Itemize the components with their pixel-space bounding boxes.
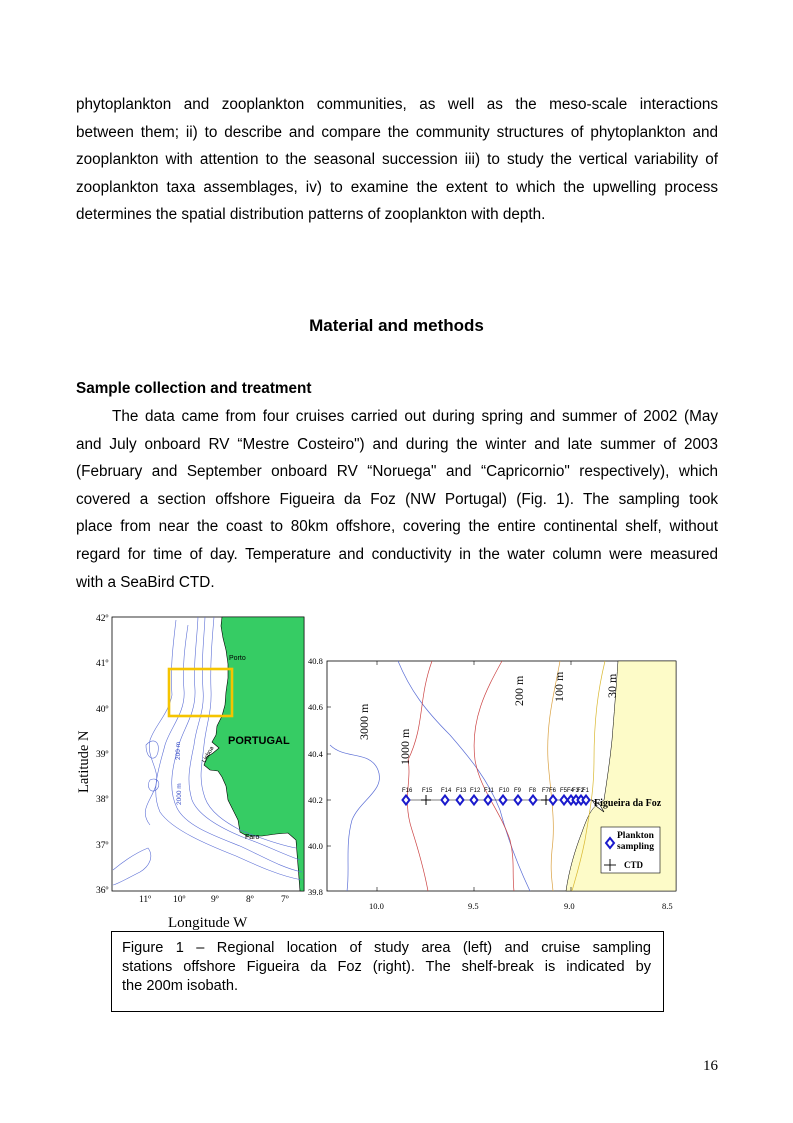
lon-tick: 9.5: [468, 901, 479, 911]
lon-tick: 9.0: [564, 901, 575, 911]
left-map: [76, 614, 304, 931]
caption-line: stations offshore Figueira da Foz (right). The shelf-break is indicated by: [122, 959, 651, 975]
isobath-label: 3000 m: [357, 703, 371, 740]
station-label: F5: [560, 788, 568, 794]
lon-tick: 9º: [211, 895, 219, 905]
legend-plankton-line2: sampling: [617, 842, 654, 852]
text-line: covered a section offshore Figueira da Foz (NW Portugal) (Fig. 1). The sampling took: [76, 490, 718, 508]
isobath-label: 1000 m: [398, 728, 412, 765]
lon-tick: 10.0: [369, 901, 384, 911]
city-label: Lisboa: [201, 745, 216, 764]
figure-caption: [111, 931, 664, 1012]
station-label: F2: [577, 788, 585, 794]
section-title: Material and methods: [309, 316, 484, 335]
lon-tick: 7º: [281, 895, 289, 905]
text-line: phytoplankton and zooplankton communities, as well as the meso-scale interactions: [76, 96, 718, 113]
text-line: between them; ii) to describe and compare the community structures of phytoplankton and: [76, 123, 718, 141]
lon-tick: 10º: [173, 895, 186, 905]
station-label: F6: [549, 788, 557, 794]
text-line: determines the spatial distribution patterns of zooplankton with depth.: [76, 206, 546, 224]
lat-tick: 41º: [96, 659, 109, 669]
station-label: F10: [499, 788, 510, 794]
text-line: zooplankton taxa assemblages, iv) to examine the extent to which the upwelling process: [76, 178, 718, 196]
text-line: with a SeaBird CTD.: [76, 573, 215, 591]
station-label: F12: [470, 788, 481, 794]
lat-tick: 37º: [96, 841, 109, 851]
station-label: F7: [542, 788, 550, 794]
city-label: Faro: [245, 834, 260, 841]
station-label: F4: [567, 788, 575, 794]
isobath-label: 200 m: [512, 675, 526, 706]
y-axis-title: Latitude N: [76, 730, 92, 793]
lat-tick: 40.4: [308, 749, 323, 759]
country-label: PORTUGAL: [228, 735, 290, 747]
legend: [601, 827, 660, 873]
station-label: F15: [422, 788, 433, 794]
station-label: F1: [582, 788, 590, 794]
station-label: F3: [572, 788, 580, 794]
text-line: place from near the coast to 80km offshore, covering the entire continental shelf, without: [76, 518, 718, 536]
page-number: 16: [703, 1058, 718, 1074]
text-line: (February and September onboard RV “Noruega" and “Capricornio" respectively), which: [76, 463, 718, 481]
town-label: Figueira da Foz: [594, 798, 662, 809]
lat-tick: 36º: [96, 886, 109, 896]
lat-tick: 39.8: [308, 887, 323, 897]
caption-line: Figure 1 – Regional location of study area (left) and cruise sampling: [122, 940, 651, 956]
station-label: F14: [441, 788, 452, 794]
text-line: The data came from four cruises carried out during spring and summer of 2002 (May: [112, 408, 718, 425]
subsection-title: Sample collection and treatment: [76, 380, 312, 397]
isobath-label: 2000 m: [176, 783, 183, 805]
lat-tick: 40.8: [308, 656, 323, 666]
station-label: F11: [484, 788, 494, 794]
station-label: F8: [529, 788, 537, 794]
caption-line: the 200m isobath.: [122, 978, 239, 994]
city-label: Porto: [229, 655, 246, 662]
text-line: and July onboard RV “Mestre Costeiro") and during the winter and late summer of 2003: [76, 435, 718, 453]
lon-tick: 8º: [246, 895, 254, 905]
lat-tick: 39º: [96, 750, 109, 760]
lat-tick: 40.6: [308, 702, 323, 712]
x-axis-title: Longitude W: [168, 915, 248, 931]
lat-tick: 38º: [96, 795, 109, 805]
legend-plankton-line1: Plankton: [617, 831, 654, 841]
station-label: F16: [402, 788, 413, 794]
isobath-label: 100 m: [552, 671, 566, 702]
isobath-label: 30 m: [605, 673, 619, 698]
text-line: regard for time of day. Temperature and conductivity in the water column were measured: [76, 545, 718, 563]
lat-tick: 40º: [96, 705, 109, 715]
station-label: F13: [456, 788, 467, 794]
lat-tick: 40.0: [308, 841, 323, 851]
lon-tick: 11º: [139, 895, 152, 905]
text-line: zooplankton with attention to the seasonal succession iii) to study the vertical variability of: [76, 151, 718, 169]
right-map: [308, 656, 676, 911]
legend-ctd: CTD: [624, 860, 644, 870]
lat-tick: 42º: [96, 614, 109, 624]
lon-tick: 8.5: [662, 901, 673, 911]
lat-tick: 40.2: [308, 795, 323, 805]
station-label: F9: [514, 788, 522, 794]
isobath-label: 200 m: [175, 741, 182, 760]
